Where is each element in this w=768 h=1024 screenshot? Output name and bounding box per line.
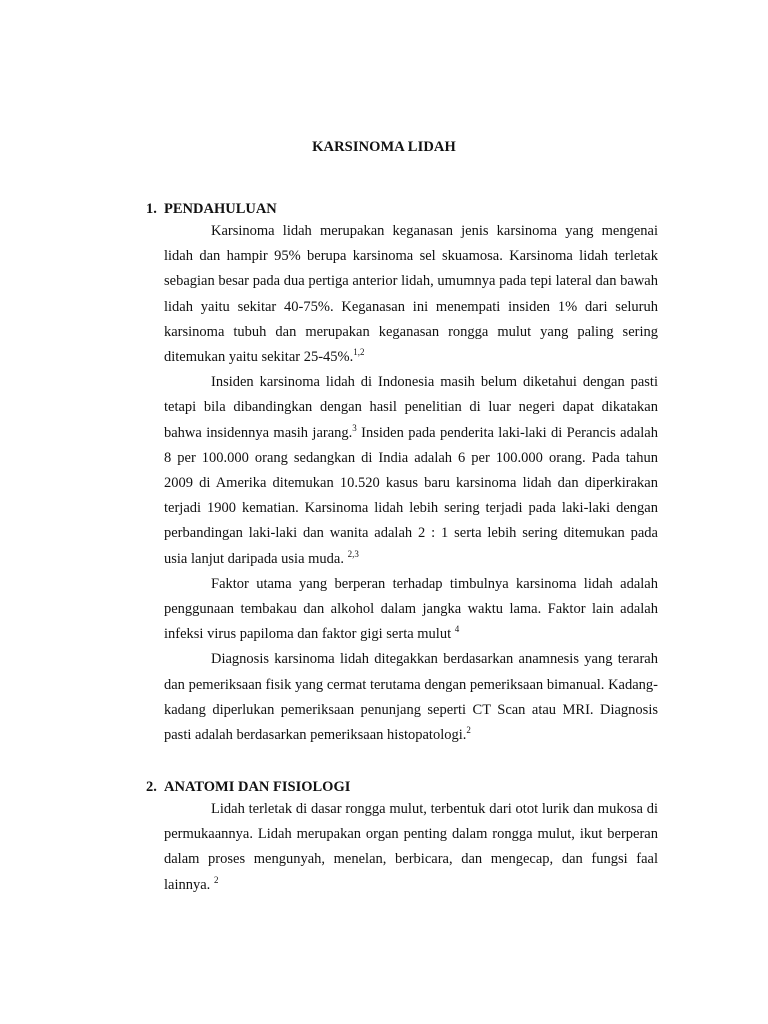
section-body xyxy=(164,797,658,898)
section-anatomi-dan-fisiologi xyxy=(146,778,658,898)
paragraph-text: Insiden pada penderita laki-laki di Perancis adalah 8 per 100.000 orang sedangkan di India adalah 6 per 100.000 orang. Pada tahun 2009 di Amerika ditemukan 10.520 kasus baru karsinoma lidah dan diperkirakan terjadi 1900 kematian. Karsinoma lidah lebih sering terjadi pada laki-laki dengan perbandingan laki-laki dan wanita adalah 2 : 1 serta lebih sering ditemukan pada usia lanjut daripada usia muda. xyxy=(164,424,658,567)
paragraph-text: Faktor utama yang berperan terhadap timbulnya karsinoma lidah adalah penggunaan tembakau dan alkohol dalam jangka waktu lama. Faktor lain adalah infeksi virus papiloma dan faktor gigi serta mulut xyxy=(164,575,658,643)
citation-ref: 4 xyxy=(454,624,460,635)
citation-ref: 2 xyxy=(466,725,471,736)
paragraph-text: Lidah terletak di dasar rongga mulut, terbentuk dari otot lurik dan mukosa di permukaannya. Lidah merupakan organ penting dalam rongga mulut, ikut berperan dalam proses mengunyah, menelan, berbicara, dan mengecap, dan fungsi faal lainnya. xyxy=(164,801,658,893)
citation-ref: 3 xyxy=(352,422,357,433)
paragraph-text: Karsinoma lidah merupakan keganasan jenis karsinoma yang mengenai lidah dan hampir 95% berupa karsinoma sel skuamosa. Karsinoma lidah terletak sebagian besar pada dua pertiga anterior lidah, umumnya pada tepi lateral dan bawah lidah yaitu sekitar 40-75%. Keganasan ini menempati insiden 1% dari seluruh karsinoma tubuh dan merupakan keganasan rongga mulut yang paling sering ditemukan yaitu sekitar 25-45%. xyxy=(164,223,658,366)
section-heading xyxy=(146,200,658,218)
citation-ref: 2 xyxy=(213,874,219,885)
section-heading xyxy=(146,778,658,796)
section-number: 1. xyxy=(146,201,157,217)
paragraph-text: Diagnosis karsinoma lidah ditegakkan berdasarkan anamnesis yang terarah dan pemeriksaan fisik yang cermat terutama dengan pemeriksaan bimanual. Kadang-kadang diperlukan pemeriksaan penunjang seperti CT Scan atau MRI. Diagnosis pasti adalah berdasarkan pemeriksaan histopatologi. xyxy=(164,651,658,744)
section-number: 2. xyxy=(146,779,157,795)
paragraph xyxy=(164,219,658,370)
section-pendahuluan xyxy=(146,200,658,748)
citation-ref: 2,3 xyxy=(347,548,359,559)
section-title: ANATOMI DAN FISIOLOGI xyxy=(164,779,351,795)
paragraph xyxy=(164,370,658,572)
section-title: PENDAHULUAN xyxy=(164,201,277,217)
document-title: KARSINOMA LIDAH xyxy=(312,139,456,155)
paragraph xyxy=(164,572,658,648)
paragraph xyxy=(164,797,658,898)
paragraph-text: Insiden karsinoma lidah di Indonesia masih belum diketahui dengan pasti tetapi bila dibandingkan dengan hasil penelitian di luar negeri dapat dikatakan bahwa insidennya masih jarang. xyxy=(164,374,658,441)
section-body xyxy=(164,219,658,748)
citation-ref: 1,2 xyxy=(353,347,365,358)
paragraph xyxy=(164,647,658,748)
